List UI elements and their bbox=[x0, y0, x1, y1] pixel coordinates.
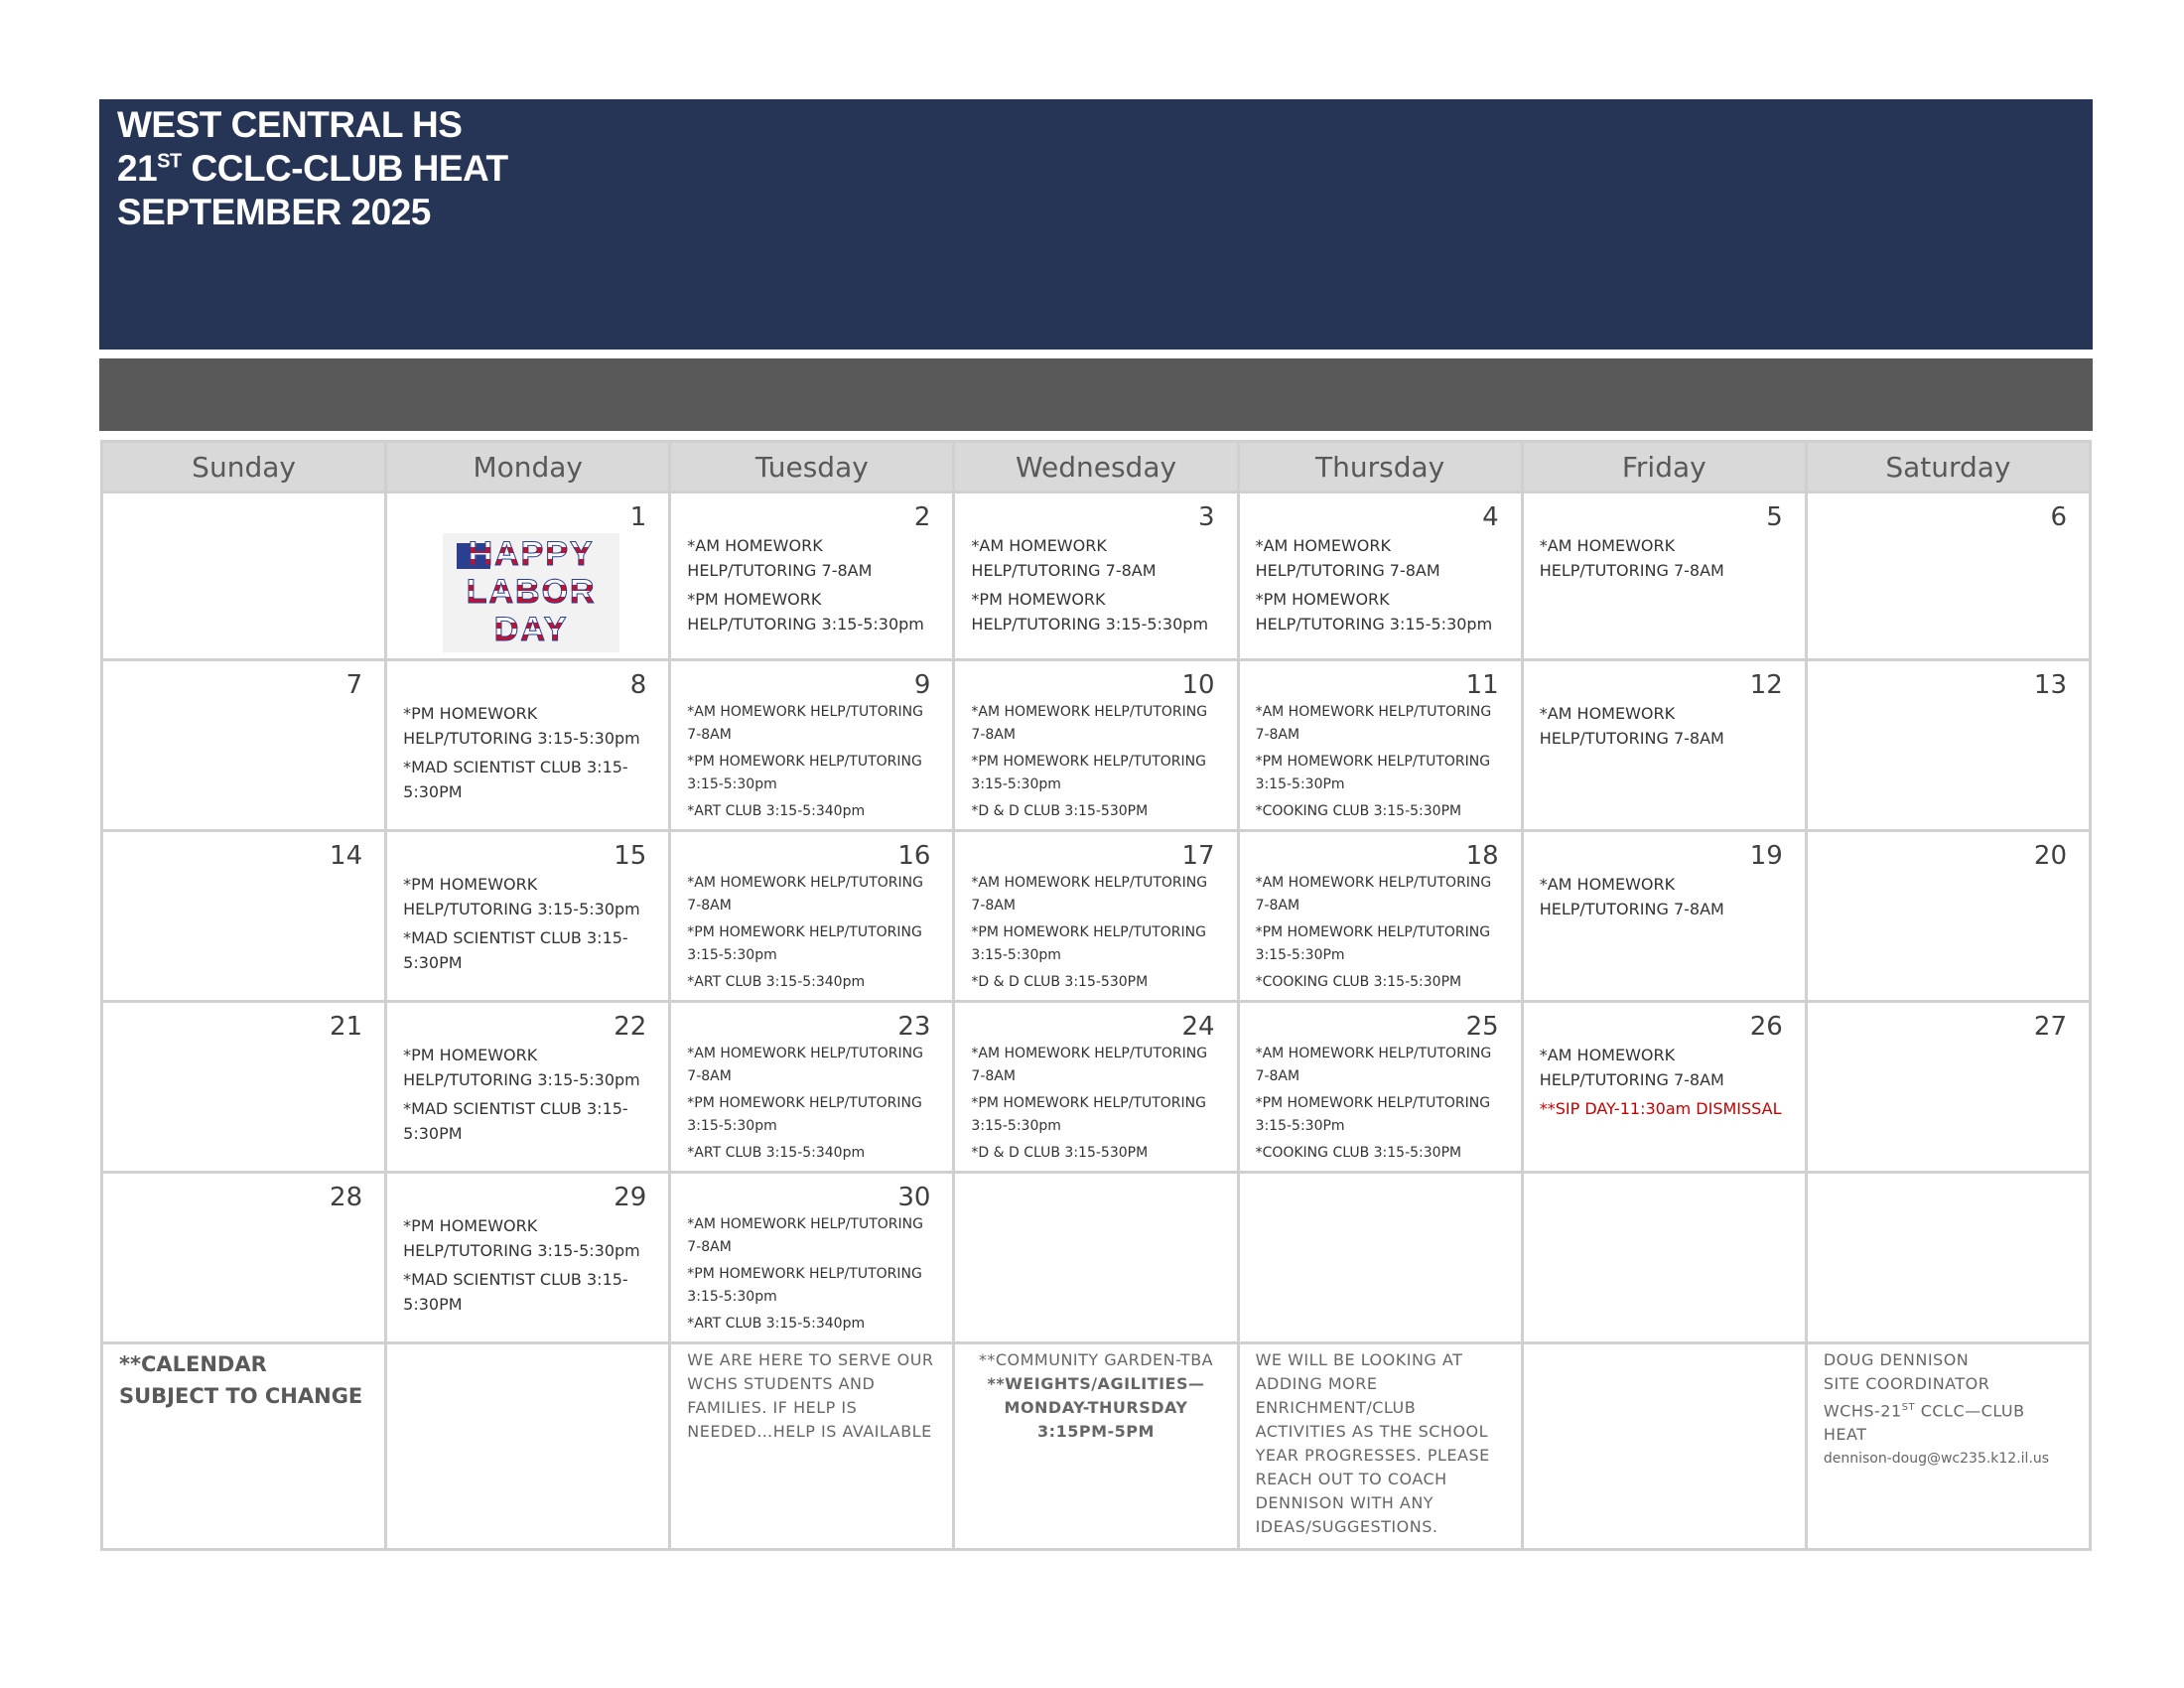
event-item: *PM HOMEWORK HELP/TUTORING 3:15-5:30pm bbox=[403, 875, 640, 918]
day-number: 30 bbox=[897, 1183, 931, 1212]
day-number: 9 bbox=[913, 670, 931, 700]
day-number: 28 bbox=[330, 1183, 363, 1212]
day-cell[interactable] bbox=[954, 1173, 1238, 1343]
note-sunday: **CALENDAR SUBJECT TO CHANGE bbox=[102, 1343, 386, 1550]
day-cell[interactable] bbox=[1238, 660, 1522, 831]
program-name: 21ST CCLC-CLUB HEAT bbox=[117, 148, 508, 189]
event-item: *PM HOMEWORK HELP/TUTORING 3:15-5:30pm bbox=[403, 1046, 640, 1089]
event-item: *AM HOMEWORK HELP/TUTORING 7-8AM bbox=[1255, 536, 1440, 580]
event-item: *PM HOMEWORK HELP/TUTORING 3:15-5:30pm bbox=[971, 1095, 1206, 1134]
day-cell[interactable] bbox=[1806, 831, 2090, 1002]
day-cell[interactable] bbox=[1522, 1002, 1806, 1173]
event-item: *PM HOMEWORK HELP/TUTORING 3:15-5:30pm bbox=[403, 704, 640, 748]
event-item: *PM HOMEWORK HELP/TUTORING 3:15-5:30Pm bbox=[1255, 754, 1491, 792]
weekday-friday: Friday bbox=[1522, 442, 1806, 492]
school-name: WEST CENTRAL HS bbox=[117, 104, 463, 145]
day-cell[interactable] bbox=[670, 1002, 954, 1173]
day-number: 21 bbox=[330, 1012, 363, 1042]
event-item: *ART CLUB 3:15-5:340pm bbox=[687, 1316, 866, 1332]
day-cell[interactable] bbox=[386, 831, 670, 1002]
note-saturday: DOUG DENNISON SITE COORDINATOR WCHS-21ST CCLC—CLUB HEAT dennison-doug@wc235.k12.il.us bbox=[1806, 1343, 2090, 1550]
event-item: *AM HOMEWORK HELP/TUTORING 7-8AM bbox=[1539, 704, 1724, 748]
event-item: *PM HOMEWORK HELP/TUTORING 3:15-5:30pm bbox=[687, 754, 922, 792]
note-friday bbox=[1522, 1343, 1806, 1550]
day-cell[interactable] bbox=[1238, 831, 1522, 1002]
day-number: 25 bbox=[1465, 1012, 1499, 1042]
week-row bbox=[102, 492, 2091, 660]
day-number: 13 bbox=[2033, 670, 2067, 700]
day-number: 4 bbox=[1482, 502, 1499, 532]
event-item: *PM HOMEWORK HELP/TUTORING 3:15-5:30pm bbox=[687, 1095, 922, 1134]
event-item: *AM HOMEWORK HELP/TUTORING 7-8AM bbox=[687, 1216, 923, 1255]
day-number: 7 bbox=[345, 670, 363, 700]
day-cell[interactable] bbox=[954, 492, 1238, 660]
day-cell[interactable] bbox=[1522, 831, 1806, 1002]
note-monday bbox=[386, 1343, 670, 1550]
event-item: *AM HOMEWORK HELP/TUTORING 7-8AM bbox=[1539, 536, 1724, 580]
note-wednesday: **COMMUNITY GARDEN-TBA **WEIGHTS/AGILITIES—MONDAY-THURSDAY 3:15PM-5PM bbox=[954, 1343, 1238, 1550]
header-divider-bar bbox=[99, 358, 2093, 431]
labor-day-text: LABOR bbox=[453, 573, 610, 611]
month-title: SEPTEMBER 2025 bbox=[117, 192, 431, 232]
weekday-saturday: Saturday bbox=[1806, 442, 2090, 492]
notes-row bbox=[102, 1343, 2091, 1550]
day-cell[interactable] bbox=[1806, 660, 2090, 831]
event-item: *PM HOMEWORK HELP/TUTORING 3:15-5:30pm bbox=[1255, 590, 1493, 633]
day-cell[interactable] bbox=[1238, 1002, 1522, 1173]
alert-event-item: **SIP DAY-11:30am DISMISSAL bbox=[1539, 1099, 1782, 1118]
event-item: *AM HOMEWORK HELP/TUTORING 7-8AM bbox=[1539, 875, 1724, 918]
event-item: *ART CLUB 3:15-5:340pm bbox=[687, 974, 866, 990]
event-item: *AM HOMEWORK HELP/TUTORING 7-8AM bbox=[1255, 704, 1492, 743]
day-number: 26 bbox=[1749, 1012, 1783, 1042]
day-cell[interactable] bbox=[102, 660, 386, 831]
event-item: *AM HOMEWORK HELP/TUTORING 7-8AM bbox=[971, 875, 1208, 914]
weekday-sunday: Sunday bbox=[102, 442, 386, 492]
event-item: *PM HOMEWORK HELP/TUTORING 3:15-5:30pm bbox=[687, 924, 922, 963]
event-item: *AM HOMEWORK HELP/TUTORING 7-8AM bbox=[687, 1046, 923, 1084]
coordinator-email[interactable]: dennison-doug@wc235.k12.il.us bbox=[1823, 1451, 2050, 1468]
day-number: 12 bbox=[1749, 670, 1783, 700]
event-item: *PM HOMEWORK HELP/TUTORING 3:15-5:30Pm bbox=[1255, 1095, 1491, 1134]
event-item: *AM HOMEWORK HELP/TUTORING 7-8AM bbox=[971, 536, 1157, 580]
labor-day-text: DAY bbox=[453, 611, 610, 648]
event-item: *COOKING CLUB 3:15-5:30PM bbox=[1255, 974, 1462, 990]
weekday-monday: Monday bbox=[386, 442, 670, 492]
day-number: 20 bbox=[2033, 841, 2067, 871]
day-number: 10 bbox=[1181, 670, 1215, 700]
day-number: 5 bbox=[1766, 502, 1783, 532]
day-number: 6 bbox=[2050, 502, 2067, 532]
day-cell[interactable] bbox=[670, 1173, 954, 1343]
day-number: 24 bbox=[1181, 1012, 1215, 1042]
week-row bbox=[102, 660, 2091, 831]
day-cell[interactable] bbox=[102, 1002, 386, 1173]
event-item: *MAD SCIENTIST CLUB 3:15-5:30PM bbox=[403, 1270, 628, 1314]
event-item: *PM HOMEWORK HELP/TUTORING 3:15-5:30pm bbox=[971, 924, 1206, 963]
note-thursday: WE WILL BE LOOKING AT ADDING MORE ENRICHMENT/CLUB ACTIVITIES AS THE SCHOOL YEAR PROGRESSES. PLEASE REACH OUT TO COACH DENNISON WITH ANY IDEAS/SUGGESTIONS. bbox=[1238, 1343, 1522, 1550]
week-row bbox=[102, 831, 2091, 1002]
day-cell[interactable] bbox=[670, 492, 954, 660]
day-number: 16 bbox=[897, 841, 931, 871]
day-number: 19 bbox=[1749, 841, 1783, 871]
event-item: *AM HOMEWORK HELP/TUTORING 7-8AM bbox=[687, 704, 923, 743]
day-cell[interactable] bbox=[670, 660, 954, 831]
day-number: 18 bbox=[1465, 841, 1499, 871]
event-item: *COOKING CLUB 3:15-5:30PM bbox=[1255, 1145, 1462, 1161]
weekday-header-row bbox=[102, 442, 2091, 492]
event-item: *AM HOMEWORK HELP/TUTORING 7-8AM bbox=[1539, 1046, 1724, 1089]
day-cell[interactable] bbox=[386, 660, 670, 831]
day-number: 14 bbox=[330, 841, 363, 871]
day-cell[interactable] bbox=[1238, 1173, 1522, 1343]
event-item: *MAD SCIENTIST CLUB 3:15-5:30PM bbox=[403, 758, 628, 801]
day-number: 11 bbox=[1465, 670, 1499, 700]
event-item: *AM HOMEWORK HELP/TUTORING 7-8AM bbox=[971, 1046, 1208, 1084]
event-item: *PM HOMEWORK HELP/TUTORING 3:15-5:30pm bbox=[971, 754, 1206, 792]
event-item: *AM HOMEWORK HELP/TUTORING 7-8AM bbox=[1255, 1046, 1492, 1084]
day-number: 27 bbox=[2033, 1012, 2067, 1042]
day-cell[interactable] bbox=[386, 1002, 670, 1173]
note-tuesday: WE ARE HERE TO SERVE OUR WCHS STUDENTS AND FAMILIES. IF HELP IS NEEDED…HELP IS AVAILABLE bbox=[670, 1343, 954, 1550]
day-number: 3 bbox=[1198, 502, 1215, 532]
calendar-header bbox=[99, 99, 2093, 350]
day-cell[interactable] bbox=[1522, 1173, 1806, 1343]
week-row bbox=[102, 1002, 2091, 1173]
calendar-grid bbox=[100, 440, 2092, 1551]
day-number: 23 bbox=[897, 1012, 931, 1042]
event-item: *PM HOMEWORK HELP/TUTORING 3:15-5:30pm bbox=[403, 1216, 640, 1260]
event-item: *MAD SCIENTIST CLUB 3:15-5:30PM bbox=[403, 928, 628, 972]
event-item: *COOKING CLUB 3:15-5:30PM bbox=[1255, 803, 1462, 819]
day-number: 29 bbox=[614, 1183, 647, 1212]
day-cell[interactable] bbox=[670, 831, 954, 1002]
event-item: *PM HOMEWORK HELP/TUTORING 3:15-5:30pm bbox=[687, 590, 924, 633]
weekday-wednesday: Wednesday bbox=[954, 442, 1238, 492]
day-number: 15 bbox=[614, 841, 647, 871]
day-cell[interactable] bbox=[1806, 1173, 2090, 1343]
day-cell[interactable] bbox=[1522, 660, 1806, 831]
event-item: *AM HOMEWORK HELP/TUTORING 7-8AM bbox=[687, 536, 873, 580]
day-number: 1 bbox=[629, 502, 647, 532]
event-item: *AM HOMEWORK HELP/TUTORING 7-8AM bbox=[1255, 875, 1492, 914]
coordinator-org: WCHS-21ST CCLC—CLUB HEAT bbox=[1823, 1401, 2025, 1445]
event-item: *PM HOMEWORK HELP/TUTORING 3:15-5:30pm bbox=[971, 590, 1209, 633]
event-item: *ART CLUB 3:15-5:340pm bbox=[687, 1145, 866, 1161]
event-item: *ART CLUB 3:15-5:340pm bbox=[687, 803, 866, 819]
event-item: *AM HOMEWORK HELP/TUTORING 7-8AM bbox=[687, 875, 923, 914]
day-cell[interactable] bbox=[1806, 1002, 2090, 1173]
labor-day-image bbox=[443, 533, 619, 652]
day-cell[interactable] bbox=[954, 831, 1238, 1002]
day-number: 17 bbox=[1181, 841, 1215, 871]
weekday-tuesday: Tuesday bbox=[670, 442, 954, 492]
day-number: 2 bbox=[913, 502, 931, 532]
day-cell[interactable] bbox=[954, 660, 1238, 831]
event-item: *D & D CLUB 3:15-530PM bbox=[971, 974, 1149, 990]
day-cell[interactable] bbox=[386, 1173, 670, 1343]
day-cell[interactable] bbox=[954, 1002, 1238, 1173]
day-cell[interactable] bbox=[1522, 492, 1806, 660]
event-item: *MAD SCIENTIST CLUB 3:15-5:30PM bbox=[403, 1099, 628, 1143]
event-item: *D & D CLUB 3:15-530PM bbox=[971, 803, 1149, 819]
day-number: 8 bbox=[629, 670, 647, 700]
event-item: *PM HOMEWORK HELP/TUTORING 3:15-5:30Pm bbox=[1255, 924, 1491, 963]
day-cell[interactable] bbox=[386, 492, 670, 660]
week-row bbox=[102, 1173, 2091, 1343]
day-cell[interactable] bbox=[102, 492, 386, 660]
day-cell[interactable] bbox=[102, 1173, 386, 1343]
weekday-thursday: Thursday bbox=[1238, 442, 1522, 492]
day-cell[interactable] bbox=[1238, 492, 1522, 660]
event-item: *PM HOMEWORK HELP/TUTORING 3:15-5:30pm bbox=[687, 1266, 922, 1305]
event-item: *D & D CLUB 3:15-530PM bbox=[971, 1145, 1149, 1161]
day-number: 22 bbox=[614, 1012, 647, 1042]
labor-day-text: HAPPY bbox=[453, 535, 610, 573]
event-item: *AM HOMEWORK HELP/TUTORING 7-8AM bbox=[971, 704, 1208, 743]
day-cell[interactable] bbox=[102, 831, 386, 1002]
day-cell[interactable] bbox=[1806, 492, 2090, 660]
